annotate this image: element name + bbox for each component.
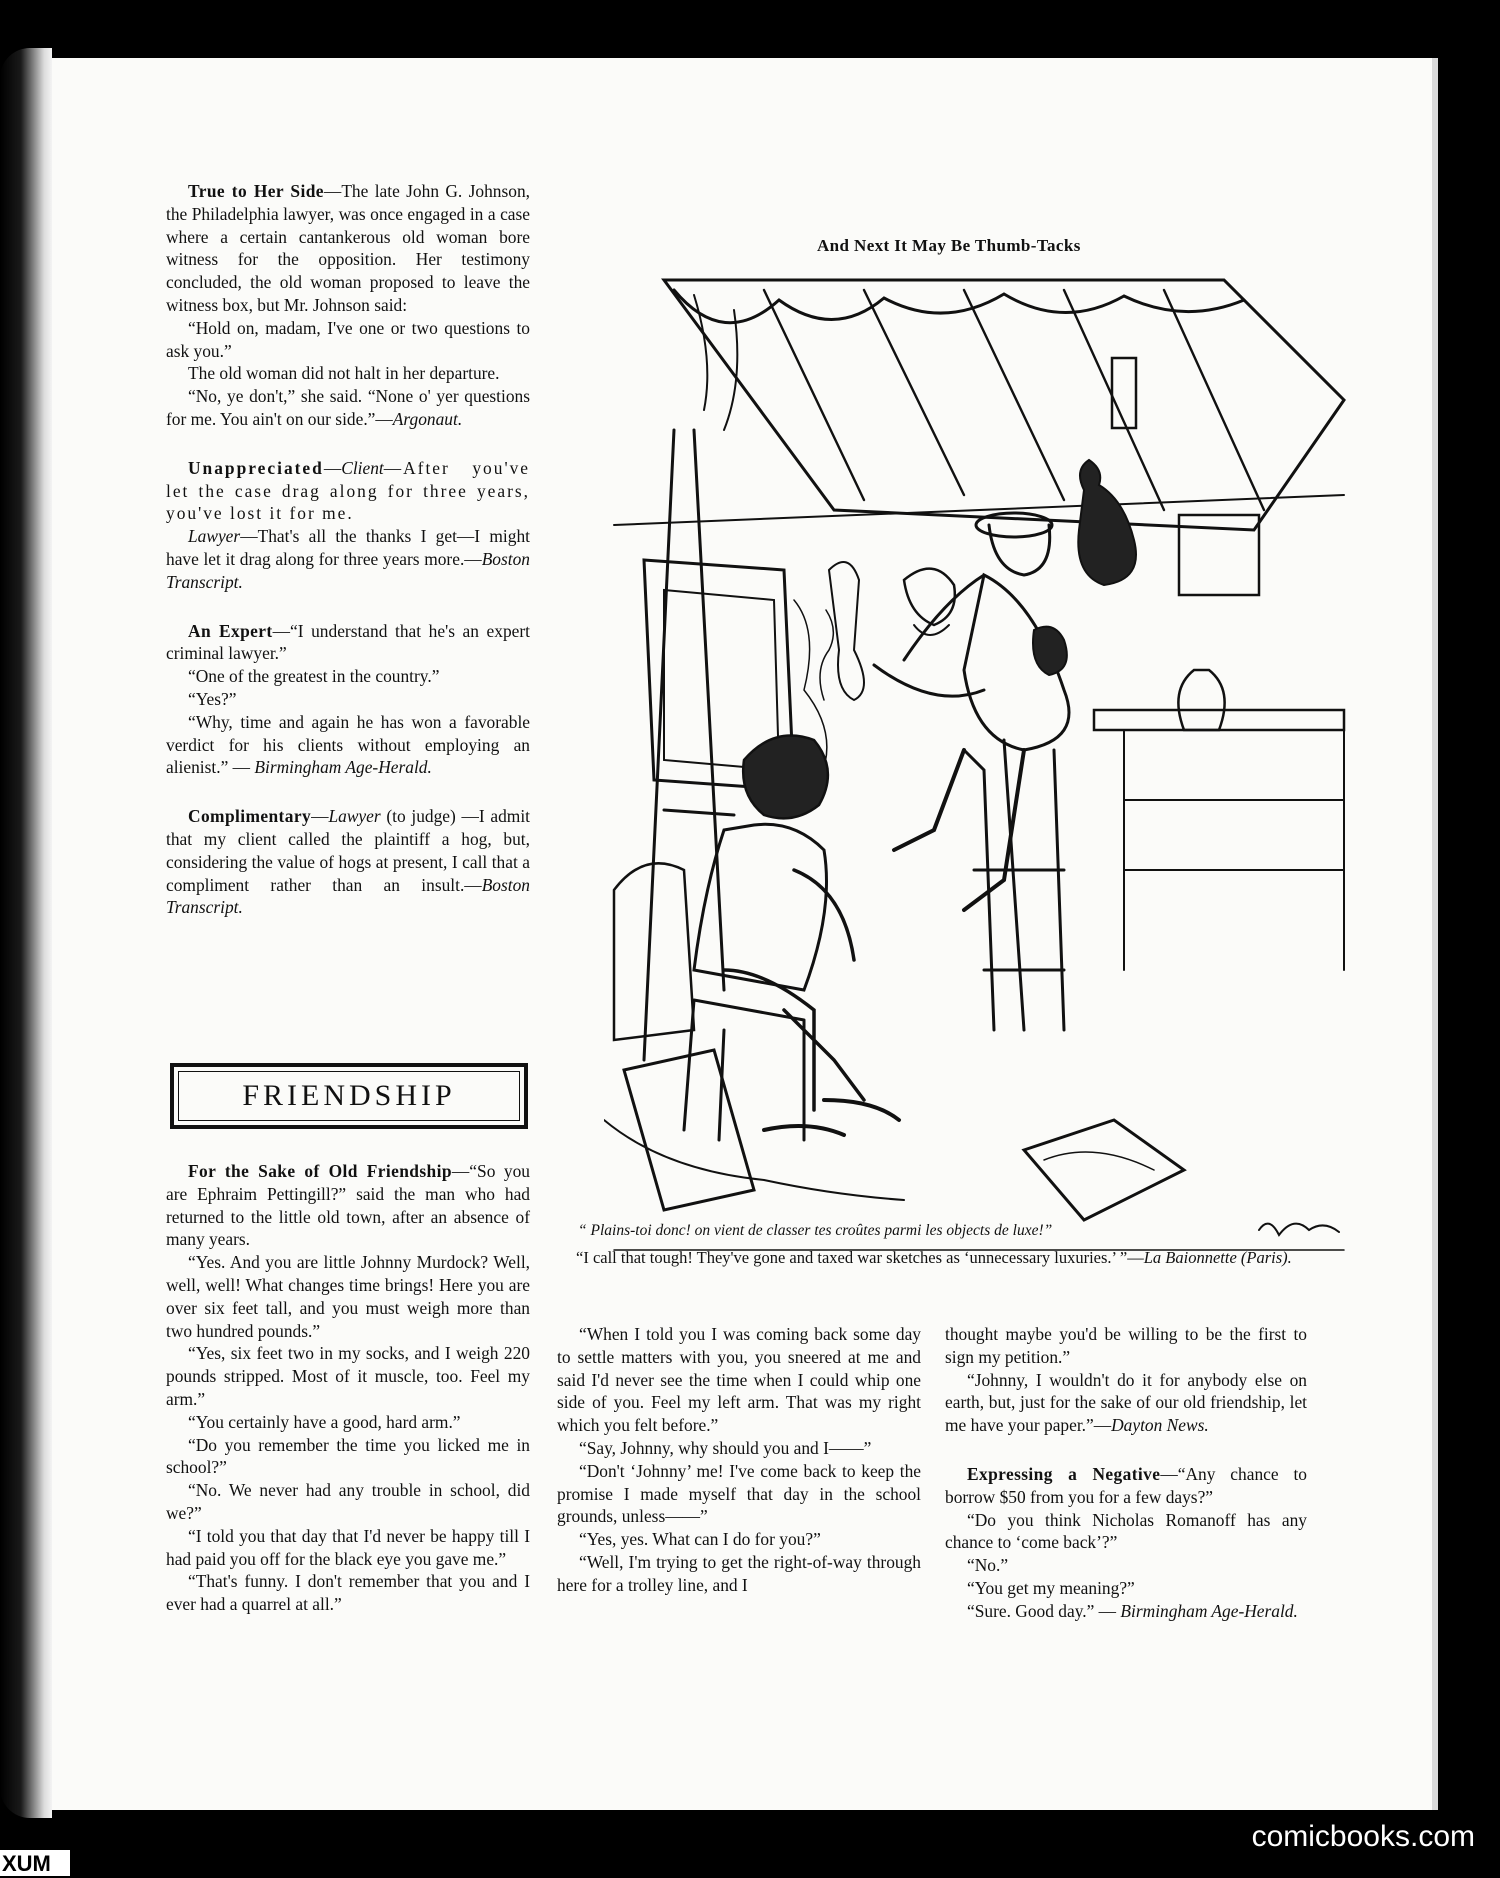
source-credit: Birmingham Age-Herald. <box>254 757 432 778</box>
paragraph: “Well, I'm trying to get the right-of-way through here for a trolley line, and I <box>557 1551 921 1595</box>
paragraph: “Hold on, madam, I've one or two questions to ask you.” <box>166 317 530 361</box>
paragraph: “That's funny. I don't remember that you and I ever had a quarrel at all.” <box>166 1571 530 1615</box>
cartoon-caption-french: “ Plains-toi donc! on vient de classer tes croûtes parmi les objects de luxe!” <box>578 1222 1053 1239</box>
paragraph: The old woman did not halt in her departure. <box>188 363 500 384</box>
article-text: —“Any chance to borrow $50 from you for a few days?” <box>945 1463 1307 1507</box>
paragraph: thought maybe you'd be willing to be the first to sign my petition.” <box>945 1324 1307 1367</box>
paragraph: “Yes?” <box>188 688 237 709</box>
right-column <box>945 1323 1307 1623</box>
corner-label: XUM <box>0 1850 70 1876</box>
paragraph <box>166 711 530 779</box>
left-page-binding-edge <box>0 48 52 1818</box>
paragraph <box>945 1369 1307 1437</box>
paragraph: “Say, Johnny, why should you and I——” <box>579 1437 872 1458</box>
dash: — <box>311 806 329 827</box>
article-true-to-her-side <box>166 180 530 317</box>
source-credit: Boston Transcript. <box>166 874 530 918</box>
article-title: For the Sake of Old Friendship <box>188 1161 452 1181</box>
article-expressing-a-negative <box>945 1463 1307 1509</box>
source-credit: Dayton News. <box>1111 1415 1209 1436</box>
article-an-expert <box>166 620 530 666</box>
speaker-label: Lawyer <box>328 806 381 827</box>
paragraph: “Don't ‘Johnny’ me! I've come back to keep the promise I made myself that day in the school grounds, unless——” <box>557 1460 921 1527</box>
left-column-friendship <box>166 1160 530 1616</box>
paragraph-text: “No, ye don't,” she said. “None o' yer questions for me. You ain't on our side.”— <box>166 386 530 429</box>
article-text: —The late John G. Johnson, the Philadelphia lawyer, was once engaged in a case where a certain cantankerous old woman bore witness for the opposition. Her testimony concluded, the old woman proposed to leave the witness box, but Mr. Johnson said: <box>166 181 530 315</box>
cartoon-title: And Next It May Be Thumb-Tacks <box>817 236 1081 255</box>
magazine-page <box>52 58 1438 1810</box>
article-title: An Expert <box>188 620 273 641</box>
article-title: Complimentary <box>188 806 312 827</box>
article-old-friendship <box>166 1160 530 1251</box>
paragraph-text: “Why, time and again he has won a favorable verdict for his clients without employing an alienist.” — <box>166 711 530 778</box>
source-credit: Argonaut. <box>392 408 463 429</box>
paragraph: “Do you remember the time you licked me in school?” <box>166 1434 530 1478</box>
paragraph: “You get my meaning?” <box>967 1577 1135 1598</box>
paragraph: “Yes, yes. What can I do for you?” <box>579 1529 821 1550</box>
cartoon-caption-english <box>558 1248 1303 1268</box>
source-credit: Birmingham Age-Herald. <box>1120 1600 1298 1621</box>
cartoon-illustration <box>604 270 1350 1270</box>
article-text: —“I understand that he's an expert criminal lawyer.” <box>166 620 531 664</box>
site-watermark: comicbooks.com <box>1251 1820 1475 1853</box>
caption-text: “I call that tough! They've gone and taxed war sketches as ‘unnecessary luxuries.’ ”— <box>576 1248 1144 1267</box>
paragraph: “Yes. And you are little Johnny Murdock? Well, well, well! What changes time brings! Here you are over six feet tall, and you must weigh more than two hundred pounds.” <box>166 1252 530 1341</box>
paragraph: “When I told you I was coming back some day to settle matters with you, you sneered at me and said I'd never see the time when I could whip one side of you. Feel my left arm. That was my right which you felt before.” <box>557 1324 921 1436</box>
paragraph: “No. We never had any trouble in school, did we?” <box>166 1480 530 1523</box>
paragraph: “No.” <box>967 1555 1009 1576</box>
paragraph <box>166 525 530 593</box>
paragraph-text: “Sure. Good day.” — <box>967 1600 1121 1621</box>
article-text: —After you've let the case drag along for three years, you've lost it for me. <box>166 457 530 524</box>
article-title: Expressing a Negative <box>967 1463 1161 1484</box>
article-text: —“So you are Ephraim Pettingill?” said the man who had returned to the little old town, after an absence of many years. <box>166 1161 530 1250</box>
article-title: True to Her Side <box>188 181 324 201</box>
speaker-label: Lawyer <box>188 526 241 547</box>
paragraph: “One of the greatest in the country.” <box>188 666 440 687</box>
paragraph: “You certainly have a good, hard arm.” <box>188 1411 461 1432</box>
source-credit: Boston Transcript. <box>166 548 530 592</box>
article-complimentary <box>166 805 530 919</box>
article-text: (to judge) —I admit that my client called the plaintiff a hog, but, considering the value of hogs at present, I call that a compliment rather than an insult.— <box>166 806 530 895</box>
paragraph-text: “Johnny, I wouldn't do it for anybody else on earth, but, just for the sake of our old friendship, let me have your paper.”— <box>945 1369 1307 1436</box>
paragraph <box>945 1600 1307 1623</box>
left-column <box>166 180 530 919</box>
dash: — <box>323 457 342 478</box>
article-title: Unappreciated <box>188 457 324 478</box>
speaker-label: Client <box>341 457 384 478</box>
paragraph: “I told you that day that I'd never be happy till I had paid you off for the black eye you gave me.” <box>166 1525 530 1569</box>
friendship-section-heading-box <box>170 1063 528 1129</box>
article-unappreciated <box>166 457 530 525</box>
middle-column <box>557 1323 921 1597</box>
paragraph: “Do you think Nicholas Romanoff has any chance to ‘come back’?” <box>945 1509 1307 1553</box>
caption-source: La Baionnette (Paris). <box>1143 1248 1292 1267</box>
paragraph-text: —That's all the thanks I get—I might have let it drag along for three years more.— <box>166 526 530 569</box>
paragraph: “Yes, six feet two in my socks, and I weigh 220 pounds stripped. Most of it muscle, too. Feel my arm.” <box>166 1343 530 1409</box>
paragraph <box>166 385 530 431</box>
section-heading: FRIENDSHIP <box>178 1071 520 1121</box>
